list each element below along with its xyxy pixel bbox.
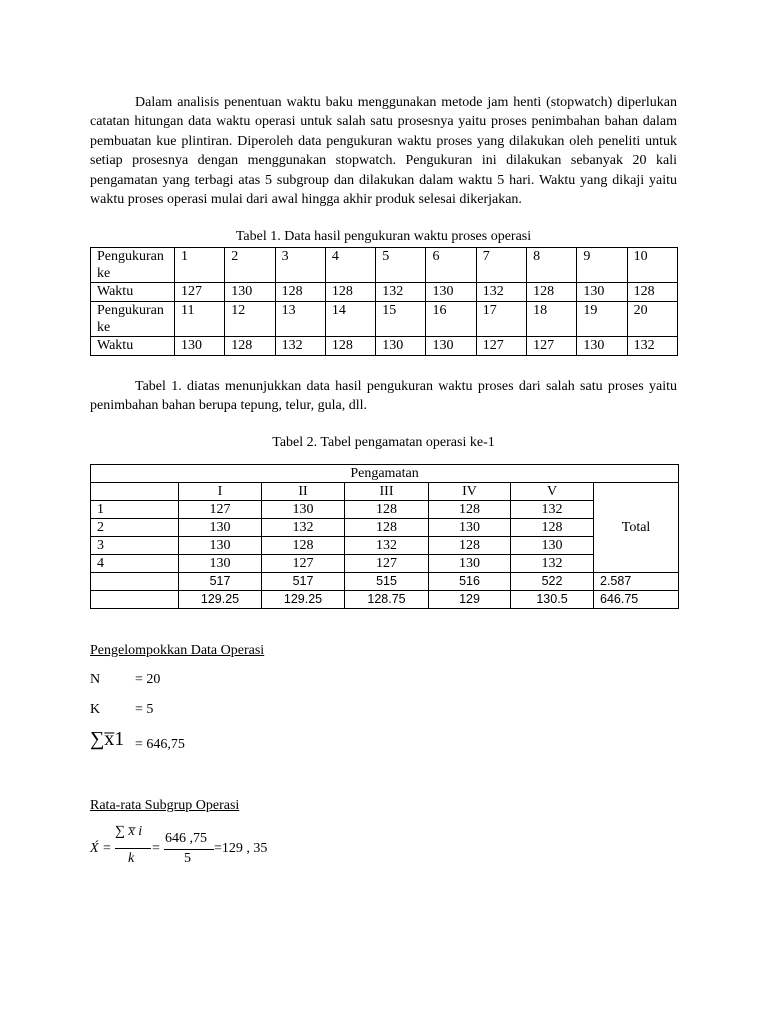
table-cell: 127 [527, 337, 577, 356]
empty-cell [91, 573, 179, 591]
table-cell: 19 [577, 302, 627, 337]
sum-total-cell: 2.587 [594, 573, 679, 591]
grouping-heading: Pengelompokkan Data Operasi [90, 643, 265, 658]
row-label: 3 [91, 537, 179, 555]
column-header: III [345, 483, 429, 501]
table-cell: 128 [627, 283, 677, 302]
empty-cell [91, 591, 179, 609]
table-row [91, 519, 679, 537]
table-cell: 130 [429, 555, 511, 573]
table-1-caption: Tabel 1. Data hasil pengukuran waktu proses operasi [235, 229, 532, 244]
table-row [91, 537, 679, 555]
subgroup-average-heading: Rata-rata Subgrup Operasi [90, 798, 240, 813]
table-cell: 130 [179, 555, 262, 573]
n-label: N [90, 672, 101, 687]
table-row [91, 555, 679, 573]
table-cell: 10 [627, 248, 677, 283]
formula-denominator-2: 5 [184, 851, 191, 866]
table-cell: 127 [175, 283, 225, 302]
table-cell: 5 [376, 248, 426, 283]
formula-equals: = [103, 841, 111, 856]
table-cell: 127 [179, 501, 262, 519]
table-cell: 130 [262, 501, 345, 519]
observation-table [90, 464, 679, 609]
table-cell: 130 [175, 337, 225, 356]
sum-label: ∑x̅1 [90, 728, 125, 750]
mean-cell: 129.25 [179, 591, 262, 609]
intro-paragraph: Dalam analisis penentuan waktu baku menggunakan metode jam henti (stopwatch) diperlukan catatan hitungan data waktu operasi untuk salah satu prosesnya yaitu proses penimbahan bahan dalam pembuatan kue plintiran. Diperoleh data pengukuran waktu proses yang dilakukan oleh peneliti untuk setiap prosesnya dengan menggunakan stopwatch. Pengukuran ini dilakukan sebanyak 20 kali pengamatan yang terbagi atas 5 subgroup dan dilakukan dalam waktu 5 hari. Waktu yang dikaji yaitu waktu proses operasi mulai dari awal hingga akhir produk selesai dikerjakan. [90, 95, 677, 208]
k-label: K [90, 702, 101, 717]
table-row [91, 283, 678, 302]
formula-denominator-1: k [128, 851, 135, 866]
table-cell: 128 [325, 283, 375, 302]
fraction-line-1 [115, 848, 151, 849]
column-header: II [262, 483, 345, 501]
table-cell: 128 [527, 283, 577, 302]
column-header: I [179, 483, 262, 501]
table-cell: 130 [376, 337, 426, 356]
sum-cell: 517 [262, 573, 345, 591]
table-cell: 3 [275, 248, 325, 283]
table-cell: 128 [511, 519, 594, 537]
row-label: 1 [91, 501, 179, 519]
sum-cell: 522 [511, 573, 594, 591]
table-cell: 6 [426, 248, 476, 283]
table-cell: 132 [345, 537, 429, 555]
mean-cell: 128.75 [345, 591, 429, 609]
table-cell: 127 [345, 555, 429, 573]
table-cell: 8 [527, 248, 577, 283]
table-cell: 130 [225, 283, 275, 302]
table-cell: 132 [262, 519, 345, 537]
formula-equals-2: = [152, 841, 160, 856]
table-cell: 130 [429, 519, 511, 537]
table-row [91, 248, 678, 283]
table-cell: 1 [175, 248, 225, 283]
table-cell: 128 [345, 519, 429, 537]
empty-cell [91, 483, 179, 501]
table-cell: 130 [426, 283, 476, 302]
table-cell: 132 [627, 337, 677, 356]
sum-cell: 516 [429, 573, 511, 591]
table-cell: 132 [476, 283, 526, 302]
mean-cell: 130.5 [511, 591, 594, 609]
k-value: = 5 [135, 702, 154, 717]
table-cell: 128 [345, 501, 429, 519]
sum-cell: 515 [345, 573, 429, 591]
table-cell: 11 [175, 302, 225, 337]
formula-numerator-2: 646 ,75 [165, 831, 207, 846]
table-row [91, 465, 679, 483]
table-cell: 132 [376, 283, 426, 302]
average-formula [90, 824, 290, 874]
group-header: Pengamatan [91, 465, 679, 483]
table-2-caption: Tabel 2. Tabel pengamatan operasi ke-1 [272, 435, 495, 450]
table-cell: 4 [325, 248, 375, 283]
table-row [91, 337, 678, 356]
table-row [91, 483, 679, 501]
table-cell: 130 [577, 283, 627, 302]
table-cell: 130 [511, 537, 594, 555]
mean-cell: 129.25 [262, 591, 345, 609]
row-label: Waktu [91, 283, 175, 302]
table-cell: 128 [275, 283, 325, 302]
table-cell: 7 [476, 248, 526, 283]
table-cell: 127 [262, 555, 345, 573]
table-cell: 128 [225, 337, 275, 356]
sum-row [91, 573, 679, 591]
row-label: 4 [91, 555, 179, 573]
n-value: = 20 [135, 672, 161, 687]
mean-cell: 129 [429, 591, 511, 609]
fraction-line-2 [164, 849, 214, 850]
table-row [91, 501, 679, 519]
table-row [91, 302, 678, 337]
formula-result: =129 , 35 [214, 841, 268, 856]
table-cell: 128 [429, 537, 511, 555]
table-cell: 128 [429, 501, 511, 519]
formula-lhs: X́ [90, 841, 99, 856]
row-label: 2 [91, 519, 179, 537]
mean-total-cell: 646.75 [594, 591, 679, 609]
total-header: Total [594, 483, 679, 573]
sum-value: = 646,75 [135, 737, 185, 752]
table-cell: 17 [476, 302, 526, 337]
measurement-table [90, 247, 678, 356]
table-cell: 128 [262, 537, 345, 555]
table-cell: 9 [577, 248, 627, 283]
table-cell: 128 [325, 337, 375, 356]
row-label: Waktu [91, 337, 175, 356]
table-cell: 132 [275, 337, 325, 356]
table-cell: 130 [577, 337, 627, 356]
table-cell: 2 [225, 248, 275, 283]
table-cell: 13 [275, 302, 325, 337]
column-header: V [511, 483, 594, 501]
table-cell: 18 [527, 302, 577, 337]
table-cell: 132 [511, 501, 594, 519]
column-header: IV [429, 483, 511, 501]
formula-numerator-1: ∑ x̅ i [115, 824, 143, 839]
table-cell: 12 [225, 302, 275, 337]
sum-cell: 517 [179, 573, 262, 591]
row-label: Pengukuran ke [91, 302, 175, 337]
row-label: Pengukuran ke [91, 248, 175, 283]
table-cell: 132 [511, 555, 594, 573]
table-cell: 15 [376, 302, 426, 337]
table-1-description: Tabel 1. diatas menunjukkan data hasil pengukuran waktu proses dari salah satu proses yaitu penimbahan bahan berupa tepung, telur, gula, dll. [90, 379, 677, 414]
table-cell: 130 [179, 537, 262, 555]
mean-row [91, 591, 679, 609]
table-cell: 127 [476, 337, 526, 356]
table-cell: 14 [325, 302, 375, 337]
table-cell: 16 [426, 302, 476, 337]
table-cell: 20 [627, 302, 677, 337]
table-cell: 130 [426, 337, 476, 356]
table-cell: 130 [179, 519, 262, 537]
